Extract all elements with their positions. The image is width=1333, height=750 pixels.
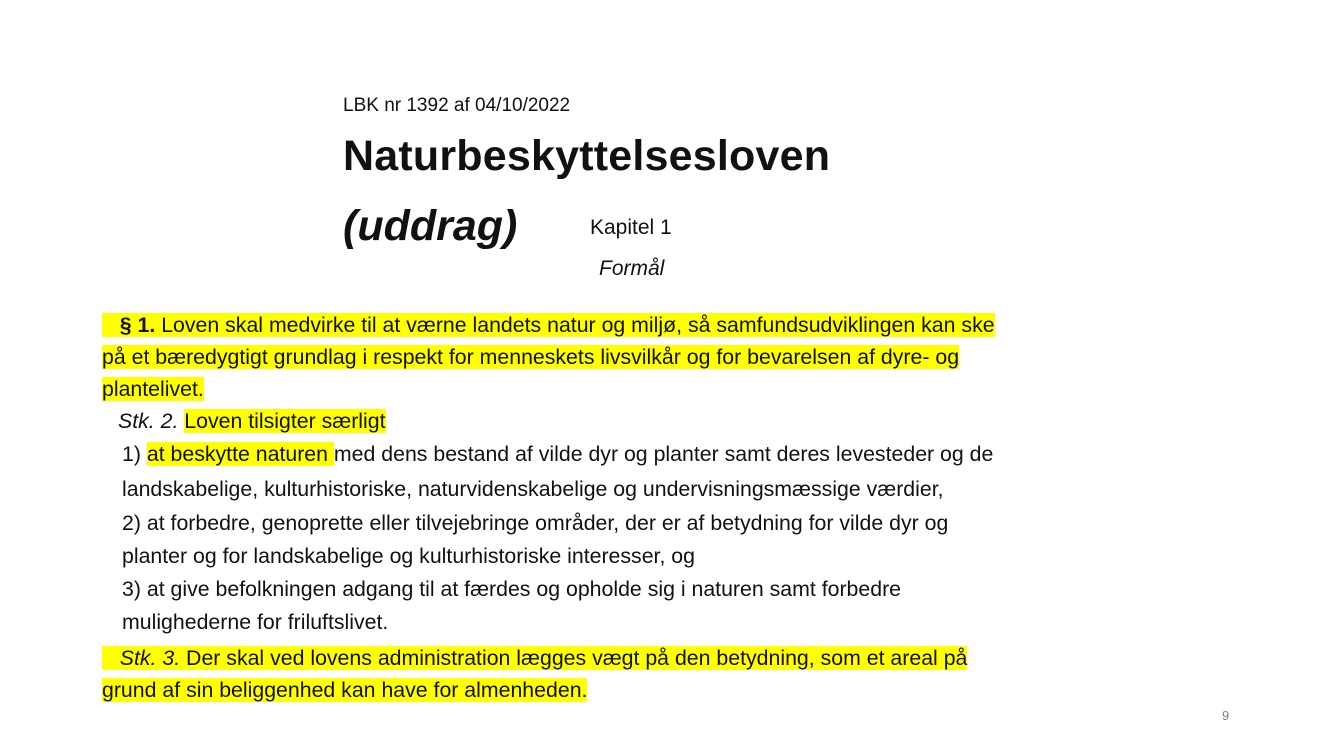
item-1-line-2: landskabelige, kulturhistoriske, naturvidenskabelige og undervisningsmæssige værdier, [122, 477, 944, 501]
chapter-heading: Kapitel 1 [590, 216, 672, 239]
item-2-line-1: 2) at forbedre, genoprette eller tilvejebringe områder, der er af betydning for vilde dyr og [122, 511, 949, 535]
stk-3-line-2 [102, 674, 587, 706]
stk-3-label: Stk. 3. [119, 646, 181, 670]
paragraph-1-text-1: Loven skal medvirke til at værne landets natur og miljø, så samfundsudviklingen kan ske [155, 313, 995, 337]
stk-2-label: Stk. 2. [118, 409, 179, 433]
page-subtitle: (uddrag) [343, 202, 518, 250]
stk-2-text: Loven tilsigter særligt [184, 409, 386, 433]
stk-3-text-1: Der skal ved lovens administration lægges vægt på den betydning, som et areal på [180, 646, 968, 670]
paragraph-1-line-2 [102, 341, 959, 373]
page-number: 9 [1222, 708, 1230, 723]
item-1-rest: med dens bestand af vilde dyr og planter samt deres levesteder og de [333, 442, 994, 466]
item-3-line-1: 3) at give befolkningen adgang til at færdes og opholde sig i naturen samt forbedre [122, 577, 902, 601]
paragraph-1-text-2: på et bæredygtigt grundlag i respekt for menneskets livsvilkår og for bevarelsen af dyre- og [102, 345, 960, 369]
paragraph-1-highlight-1 [102, 313, 995, 337]
page-title: Naturbeskyttelsesloven [343, 132, 831, 180]
paragraph-1-line-3 [102, 373, 204, 405]
stk-2-line [118, 405, 386, 437]
paragraph-1-line-1 [102, 309, 995, 341]
paragraph-1-number: § 1. [119, 313, 156, 337]
chapter-title: Formål [599, 257, 665, 280]
item-1-highlight: at beskytte naturen [146, 442, 334, 466]
item-1-line-1 [122, 438, 993, 470]
item-2-line-2: planter og for landskabelige og kulturhistoriske interesser, og [122, 544, 695, 568]
stk-3-line-1 [102, 642, 967, 674]
law-reference: LBK nr 1392 af 04/10/2022 [343, 95, 571, 116]
stk-3-text-2: grund af sin beliggenhed kan have for almenheden. [102, 678, 588, 702]
item-1-number: 1) [122, 442, 147, 466]
stk-3-highlight-1 [102, 646, 967, 670]
paragraph-1-text-3: plantelivet. [102, 377, 204, 401]
item-3-line-2: mulighederne for friluftslivet. [122, 610, 389, 634]
